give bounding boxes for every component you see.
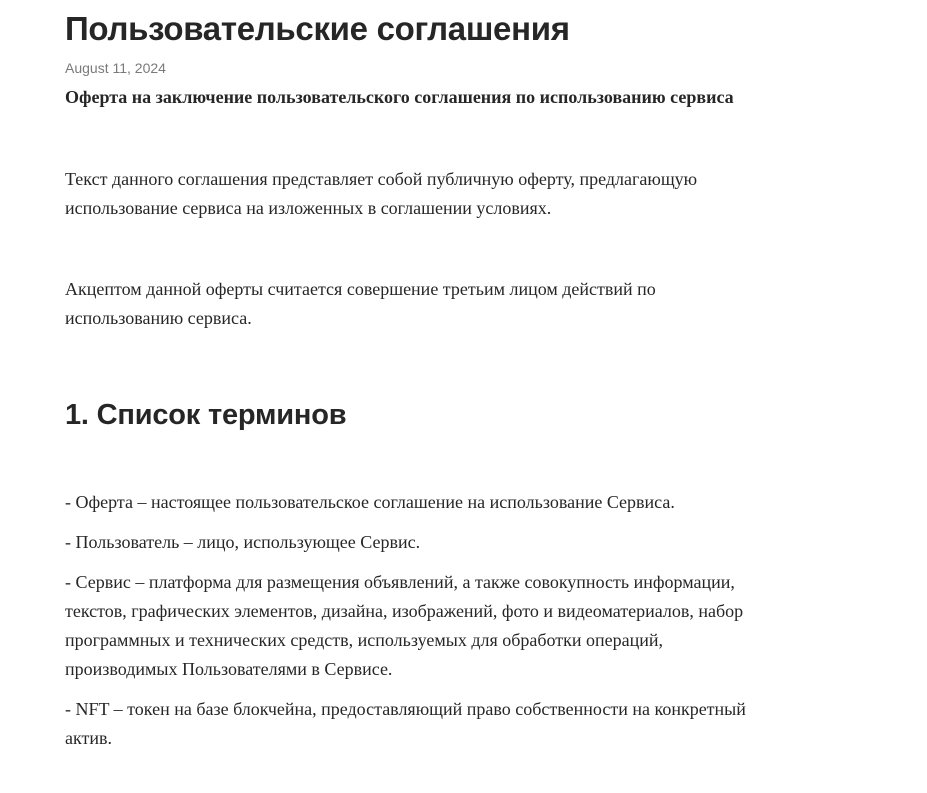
article [65, 0, 765, 764]
lead-heading: Оферта на заключение пользовательского соглашения по использованию сервиса [65, 87, 734, 107]
term-item-nft: - NFT – токен на базе блокчейна, предоставляющий право собственности на конкретный актив. [65, 699, 746, 748]
term-item-user: - Пользователь – лицо, использующее Сервис. [65, 532, 421, 552]
terms-list [65, 488, 765, 753]
page-title: Пользовательские соглашения [65, 10, 570, 47]
paragraph-offer-text: Текст данного соглашения представляет собой публичную оферту, предлагающую использование сервиса на изложенных в соглашении условиях. [65, 169, 698, 218]
term-item-service: - Сервис – платформа для размещения объявлений, а также совокупность информации, текстов, графических элементов, дизайна, изображений, фото и видеоматериалов, набор программных и технических средств, используемых для обработки операций, производимых Пользователями в Сервисе. [65, 572, 744, 679]
section-heading-terms: 1. Список терминов [65, 399, 347, 431]
paragraph-acceptance: Акцептом данной оферты считается совершение третьим лицом действий по использованию сервиса. [65, 279, 656, 328]
term-item-offer: - Оферта – настоящее пользовательское соглашение на использование Сервиса. [65, 492, 675, 512]
publish-date: August 11, 2024 [65, 60, 166, 76]
